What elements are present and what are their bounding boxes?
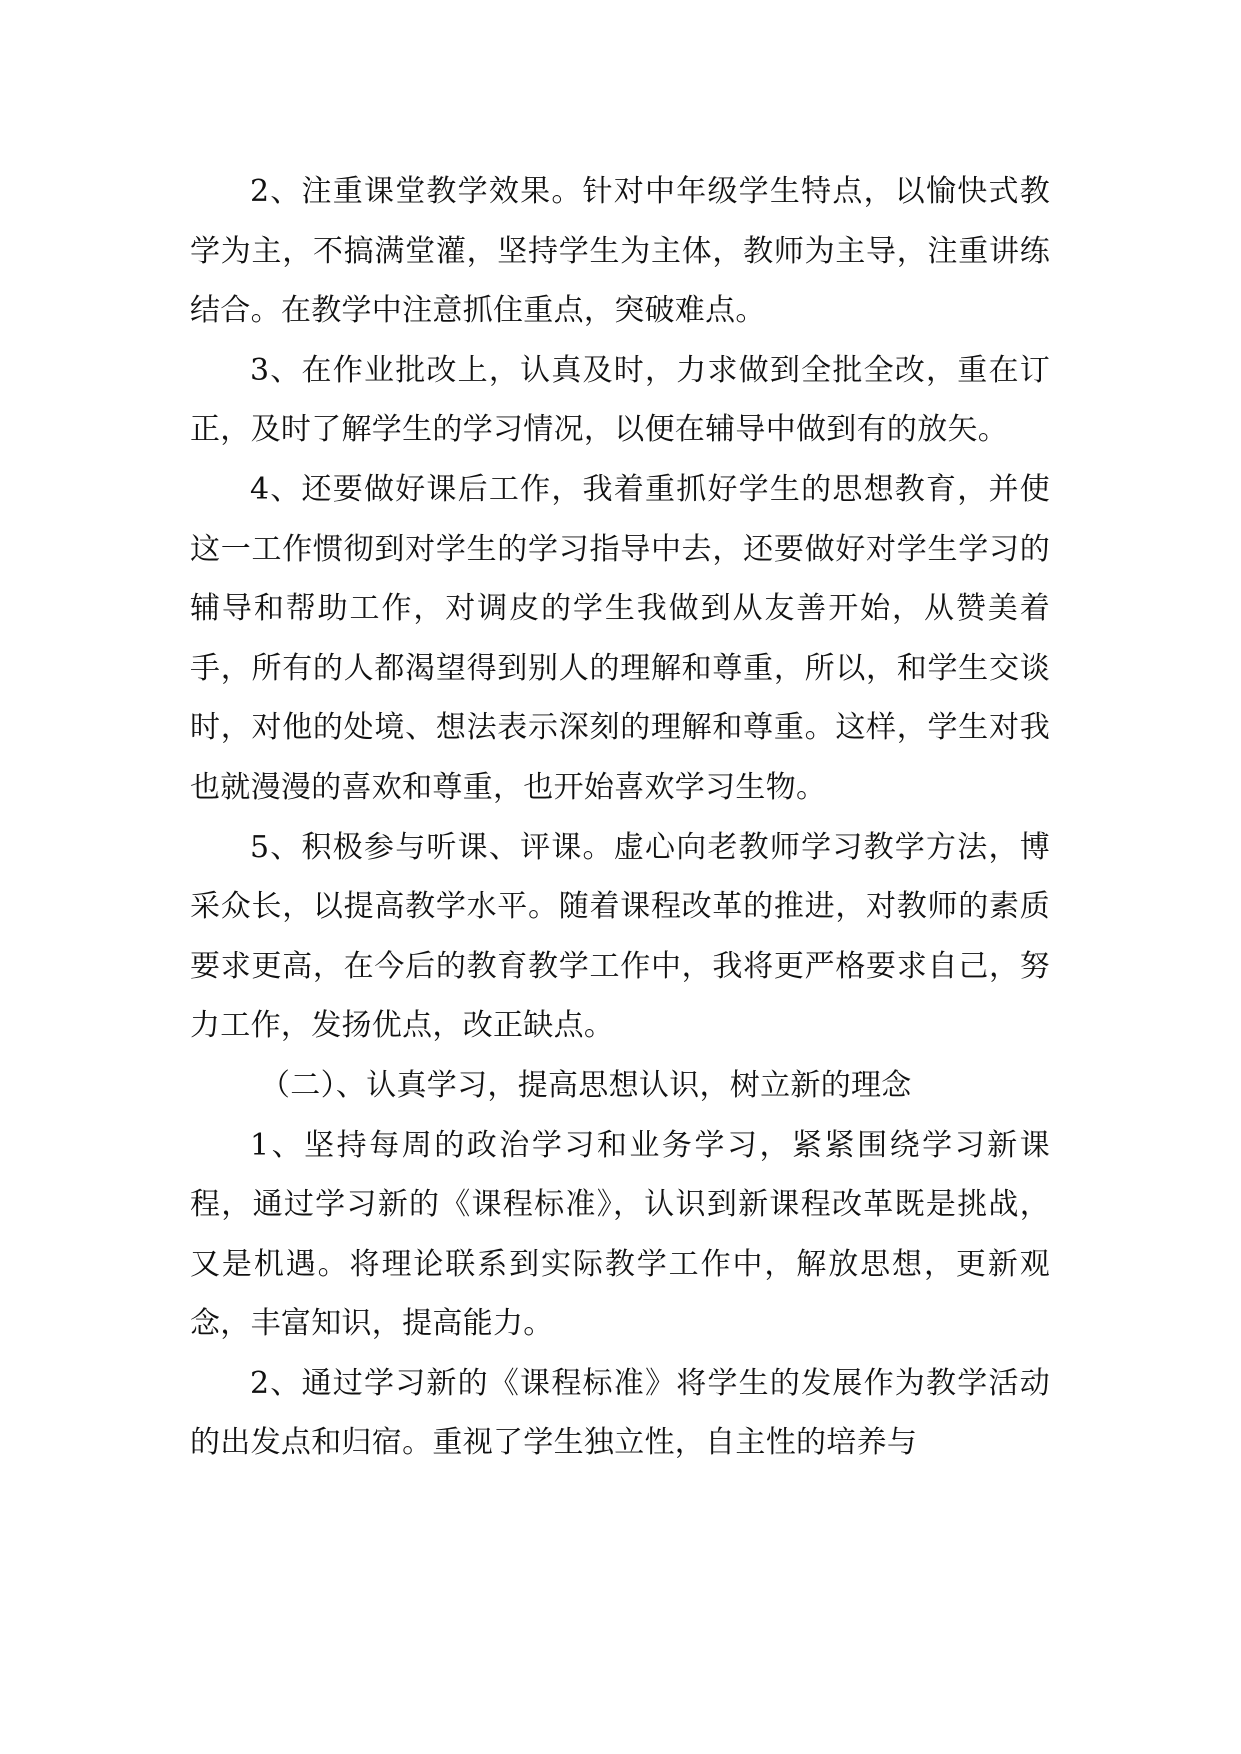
section-heading: （二）、认真学习，提高思想认识，树立新的理念 — [260, 1067, 912, 1103]
document-body — [190, 162, 1050, 1473]
paragraph-homework-correction: 3、在作业批改上，认真及时，力求做到全批全改，重在订正，及时了解学生的学习情况，以便在辅导中做到有的放矢。 — [190, 352, 1050, 448]
paragraph-lesson-observation: 5、积极参与听课、评课。虚心向老教师学习教学方法，博采众长，以提高教学水平。随着课程改革的推进，对教师的素质要求更高，在今后的教育教学工作中，我将更严格要求自己，努力工作，发扬优点，改正缺点。 — [190, 829, 1050, 1044]
paragraph-weekly-study: 1、坚持每周的政治学习和业务学习，紧紧围绕学习新课程，通过学习新的《课程标准》，认识到新课程改革既是挑战，又是机遇。将理论联系到实际教学工作中，解放思想，更新观念，丰富知识，提高能力。 — [190, 1127, 1050, 1342]
paragraph-after-class-work: 4、还要做好课后工作，我着重抓好学生的思想教育，并使这一工作惯彻到对学生的学习指导中去，还要做好对学生学习的辅导和帮助工作，对调皮的学生我做到从友善开始，从赞美着手，所有的人都渴望得到别人的理解和尊重，所以，和学生交谈时，对他的处境、想法表示深刻的理解和尊重。这样，学生对我也就漫漫的喜欢和尊重，也开始喜欢学习生物。 — [190, 471, 1050, 805]
paragraph-curriculum-standard: 2、通过学习新的《课程标准》将学生的发展作为教学活动的出发点和归宿。重视了学生独立性，自主性的培养与 — [190, 1365, 1050, 1461]
paragraph-classroom-effect: 2、注重课堂教学效果。针对中年级学生特点，以愉快式教学为主，不搞满堂灌，坚持学生为主体，教师为主导，注重讲练结合。在教学中注意抓住重点，突破难点。 — [190, 174, 1050, 329]
